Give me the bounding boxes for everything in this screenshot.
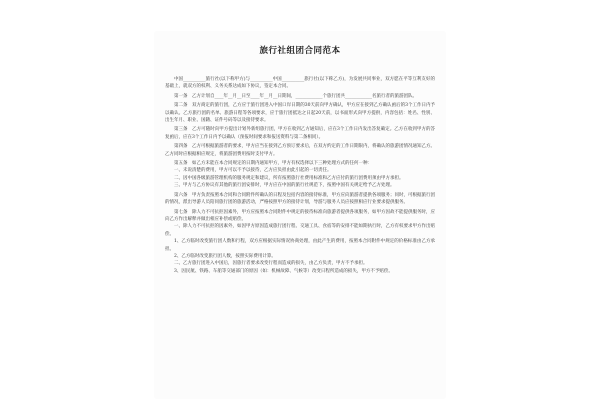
paragraph-article-3: 第三条 乙方可随时向甲方提出计划外新组旅行团，甲方在收到乙方通知后，应在3个工作日内发出答复确定。乙方在收到甲方的答复函后，应在3个工作日内予以确认（预报时间要求和报送资料与第二条相同）。 xyxy=(165,127,435,140)
paragraph-article-7-sub-1: 1、乙方临时改变旅行团人数和行程，双方应根据实际情况协商处理，由此产生的费用，按照本合同附件中规定的价格标准由乙方承担。 xyxy=(165,239,435,252)
paragraph-article-4: 第四条 乙方可根据旅游者的要求，甲方应当在接到乙方预订要求后，在双方约定的工作日期限内，将确认的旅游团情况通知乙方。乙方同时应根据相应规定，将旅游团费用按时支付甲方。 xyxy=(165,144,435,157)
paragraph-article-7-item-2: 二、乙方旅行团进入中国后，因旅行者要求改变行程而造成的损失，由乙方负责，甲方不予承担。 xyxy=(174,261,368,267)
paragraph-article-5-item-1: 一、未说清楚的费用，甲方可以不予以接待，乙方应负担由此引起的一切责任。 xyxy=(174,168,332,174)
document-body xyxy=(165,76,435,275)
paragraph-article-5-item-2: 二、因中国各级旅游管理机构的服务规定和建议，所有按照旅行社费用标准和乙方应付的旅行团费用须由甲方承担。 xyxy=(174,175,404,181)
paragraph-article-7: 第七条 除人力不可抗拒因素外，甲方应按照本合同附件中规定的接待标准向旅游者提供各项服务，如甲方因故不能提供服务时，应向乙方作出解释并做出相应补偿或赔偿。 xyxy=(165,209,435,222)
paragraph-article-5: 第五条 如乙方未能在本合同规定的日期内通知甲方，甲方有权选择以下三种处理方式的任何一种： xyxy=(174,161,372,167)
document-title: 旅行社组团合同范本 xyxy=(259,46,341,56)
paragraph-preamble: 中国__________旅行社(以下称甲方)与__________中国__________旅行社(以下称乙方)，为发展共同事业，双方愿在平等互利友好的基础上，就双方的权利、义务关系达成如下协议，签定本合同。 xyxy=(165,77,435,90)
paragraph-article-1: 第一条 乙方计划自____年__月__日至____年__月__日期间，____________个旅行团共____________名旅行者的旅游团队。 xyxy=(174,93,417,99)
paragraph-article-5-item-3: 三、甲方与乙方协议有其他的旅行团安排时，甲方应在中国的旅行社规范下，按照中国有关规定给予乙方处理。 xyxy=(174,183,395,189)
paragraph-article-7-sub-2: 2、乙方临时改变旅行团人数，按照实际费用计算。 xyxy=(174,253,276,259)
paragraph-article-7-sub-3: 3、因民航、铁路、车船等交通部门的原因（如：机械故障、气候等）改变日程所造成的损失，甲方不予赔偿。 xyxy=(174,268,393,274)
paragraph-article-7-item-1: 一、除人力不可抗拒的因素外，如因甲方原因造成旅行团行程、交通工具、食宿等的安排不能如期执行时，乙方有权要求甲方作出赔偿。 xyxy=(165,224,435,237)
paragraph-article-2: 第二条 双方商定的旅行团，乙方应于旅行团进入中国口岸日期的30天前向甲方确认，甲方应在接到乙方确认函后的3个工作日内予以确认。乙方旅行团的名单、旅游日程等各项要求，应于旅行团抵达之日起20天前，以书面形式向甲方提供，内容包括：姓名、性别、出生年月、职业、国籍、证件号码等以及接待要求。 xyxy=(165,103,435,124)
document-page xyxy=(155,32,445,398)
paragraph-article-6: 第六条 甲方负责按照本合同和合同附件所确认的日程及包括内容的接待标准，甲方应向旅游者提供各项服务；同时，可根据旅行团的情况，派出导游人员陪同旅行团的旅游活动，严格按照甲方的接待计划，导游与服务人员应按照相应行业要求提供服务。 xyxy=(165,192,435,206)
